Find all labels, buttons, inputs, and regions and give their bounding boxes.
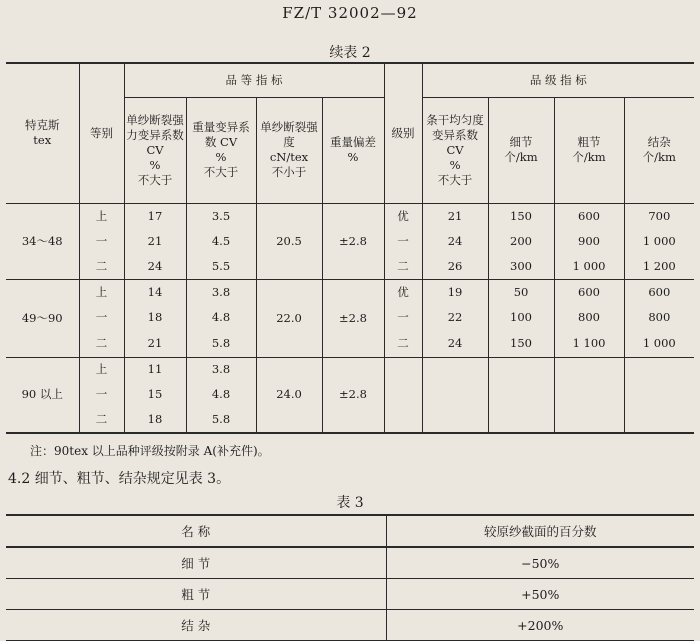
table3-caption: 表 3 — [336, 495, 364, 511]
section-4-2: 4.2 细节、粗节、结杂规定见表 3。 — [8, 471, 231, 487]
header-quality-indices: 品 等 指 标 — [124, 63, 384, 97]
table-row: 细 节 −50% — [6, 547, 694, 579]
header-weight-cv: 重量变异系数 CV % 不大于 — [186, 97, 256, 203]
header-thick: 粗节 个/km — [554, 97, 624, 203]
header-tenacity: 单纱断裂强度 cN/tex 不小于 — [256, 97, 322, 203]
header-thin: 细节 个/km — [488, 97, 554, 203]
table2-note: 注：90tex 以上品种评级按附录 A(补充件)。 — [30, 444, 270, 458]
table3-header-name: 名 称 — [6, 515, 386, 547]
header-evenness-cv: 条干均匀度变异系数 CV % 不大于 — [422, 97, 488, 203]
header-neps: 结杂 个/km — [624, 97, 694, 203]
header-weight-deviation: 重量偏差 % — [322, 97, 384, 203]
table2 — [6, 62, 694, 434]
table3-header-percent: 较原纱截面的百分数 — [386, 515, 694, 547]
header-tex: 特克斯 tex — [6, 63, 79, 203]
header-grade: 等别 — [79, 63, 124, 203]
table3 — [6, 514, 694, 641]
table-row: 90 以上 上 一 二 11 15 18 3.8 4.8 5.8 24.0 ±2.8 — [6, 357, 694, 433]
table-row: 结 杂 +200% — [6, 610, 694, 641]
header-class-indices: 品 级 指 标 — [422, 63, 694, 97]
table-row: 34～48 上 一 二 17 21 24 3.5 4.5 5.5 20.5 ±2.8 优 一 二 21 24 26 150 200 300 600 900 1 000 700 1 000 1 200 — [6, 203, 694, 279]
standard-header: FZ/T 32002—92 — [282, 4, 418, 22]
table-row: 49～90 上 一 二 14 18 21 3.8 4.8 5.8 22.0 ±2.8 优 一 二 19 22 24 50 100 150 600 800 1 100 600 800 1 000 — [6, 279, 694, 357]
table-row: 粗 节 +50% — [6, 579, 694, 610]
header-level: 级别 — [384, 63, 422, 203]
header-strength-cv: 单纱断裂强力变异系数 CV % 不大于 — [124, 97, 186, 203]
table2-caption: 续表 2 — [329, 45, 371, 61]
